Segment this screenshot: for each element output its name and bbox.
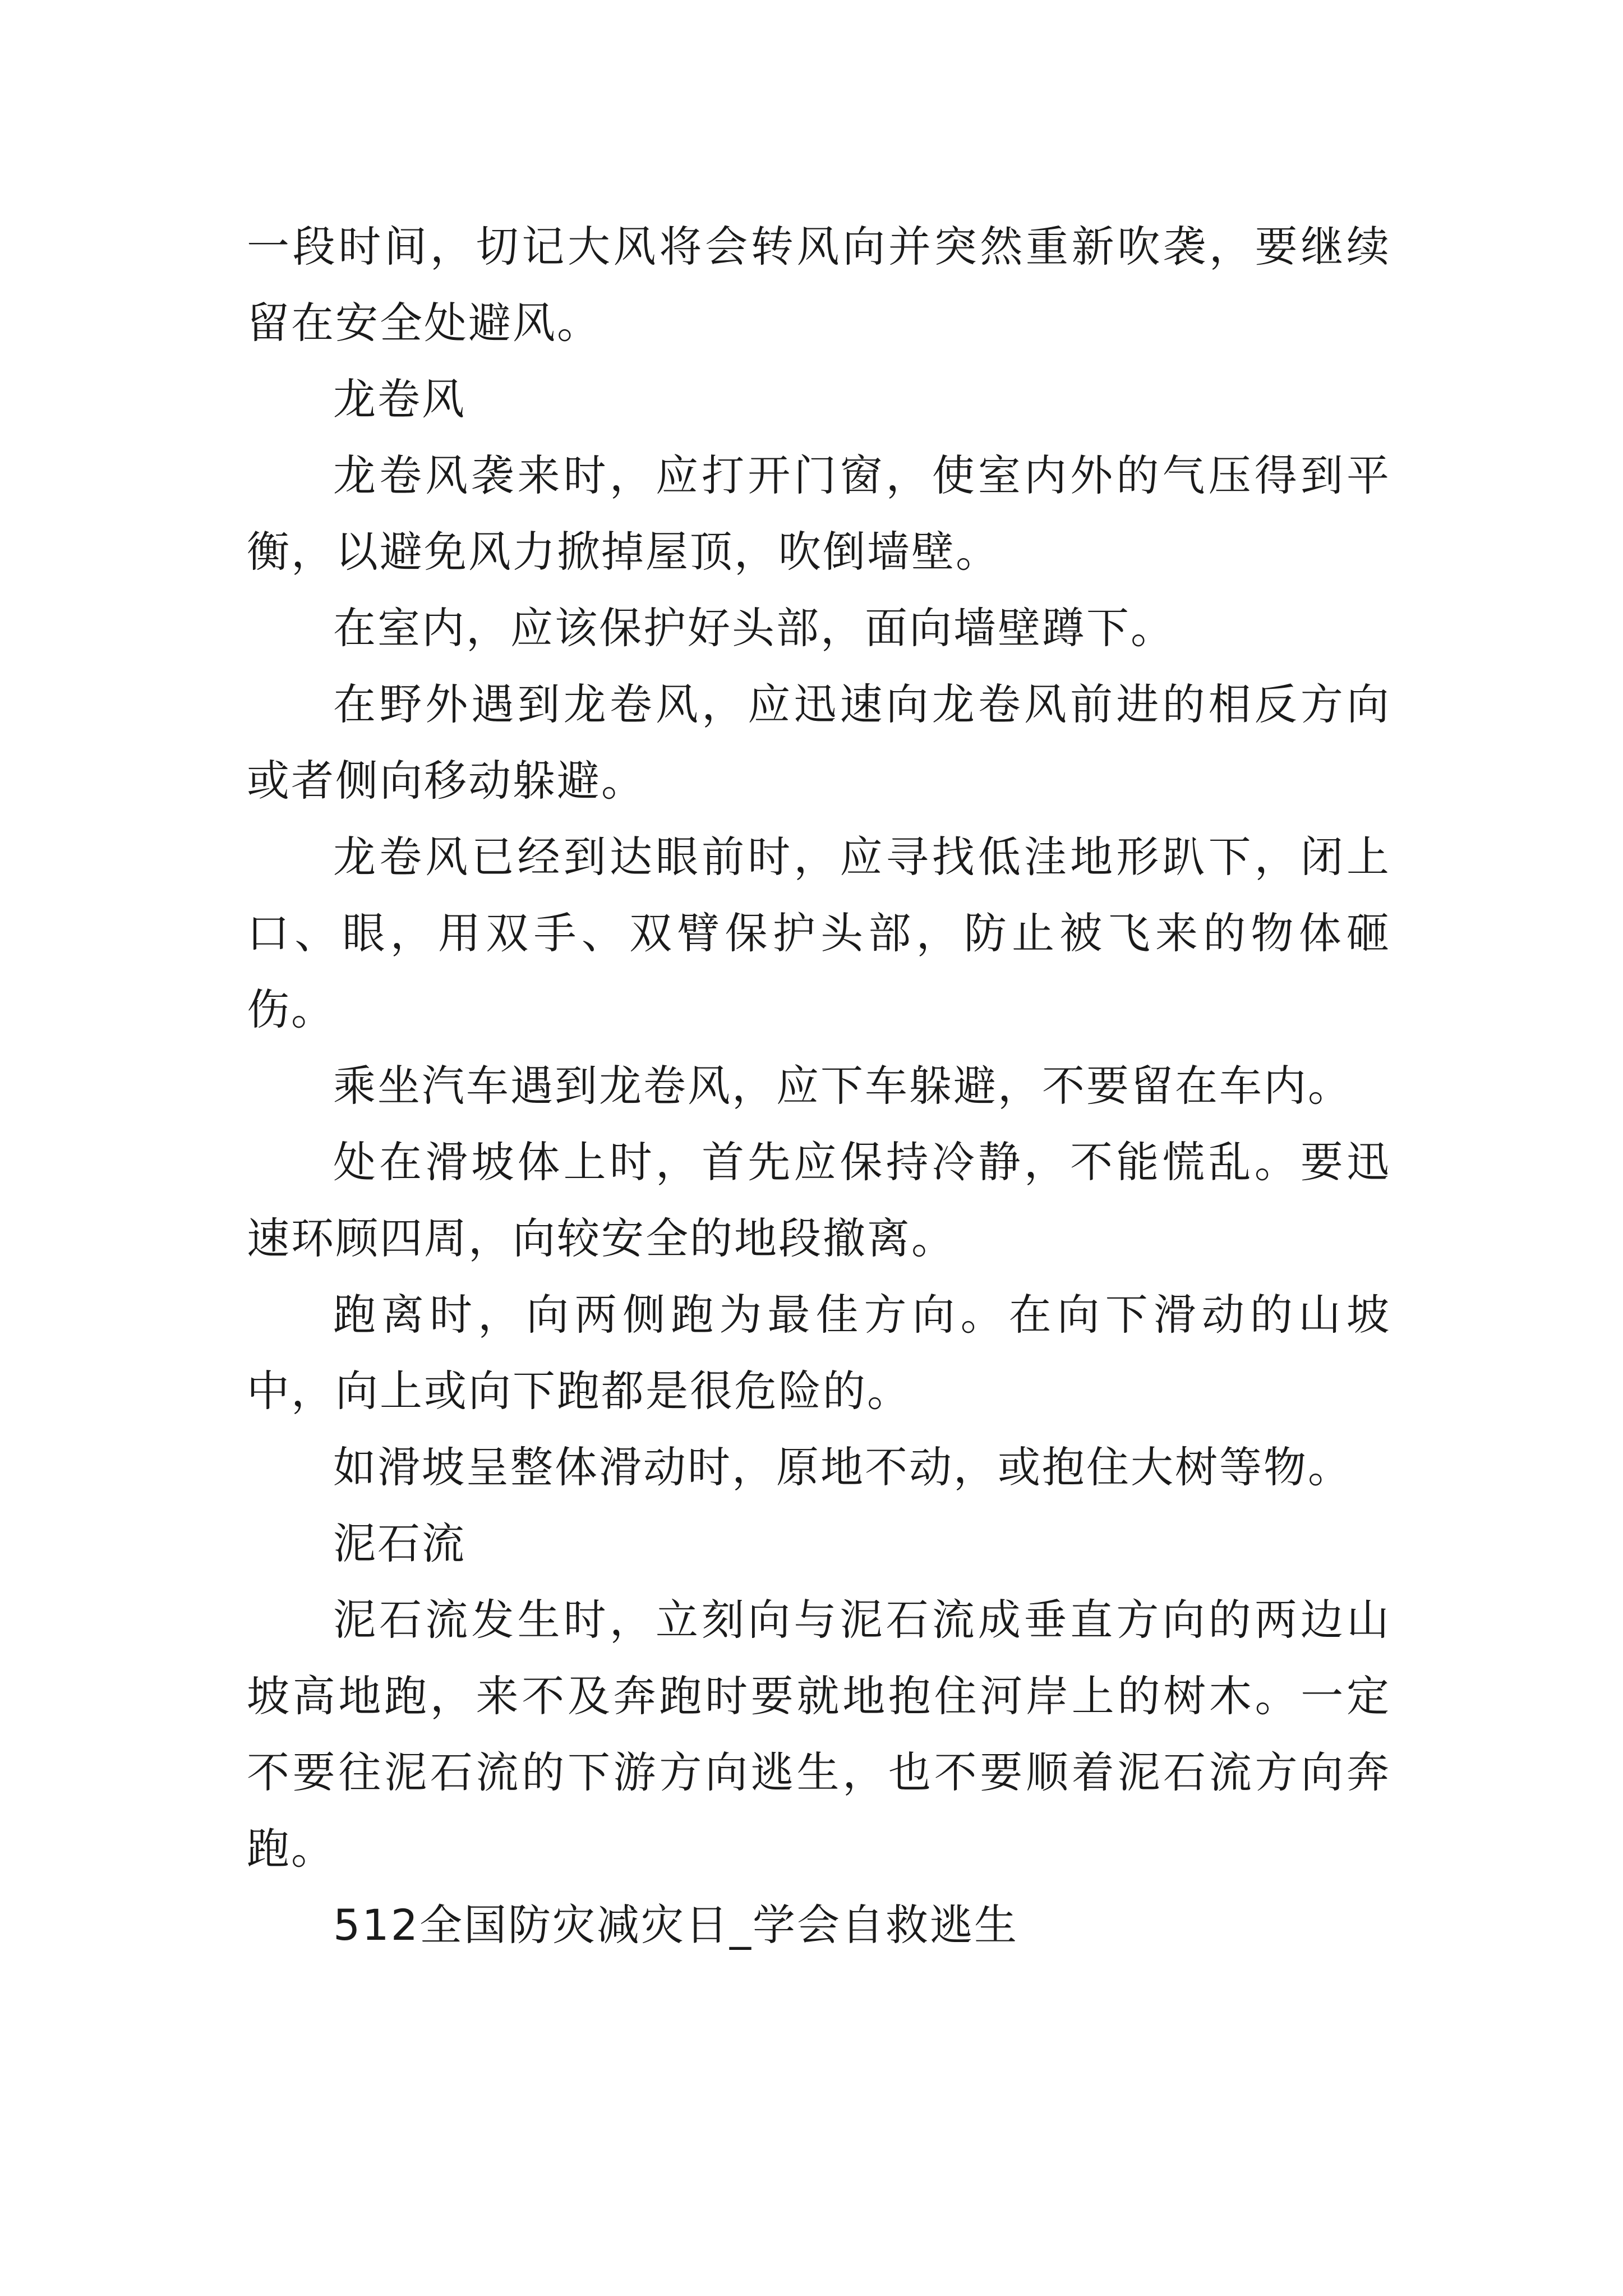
paragraph: 如滑坡呈整体滑动时，原地不动，或抱住大树等物。 [333,1442,1352,1492]
paragraph: 在野外遇到龙卷风，应迅速向龙卷风前进的相反方向或者侧向移动躲避。 [247,679,1391,806]
document-footer-title: 512全国防灾减灾日_学会自救逃生 [333,1900,1019,1950]
paragraph: 处在滑坡体上时，首先应保持冷静，不能慌乱。要迅速环顾四周，向较安全的地段撤离。 [247,1137,1391,1263]
paragraph-continuation: 一段时间，切记大风将会转风向并突然重新吹袭，要继续留在安全处避风。 [247,222,1391,348]
paragraph: 泥石流发生时，立刻向与泥石流成垂直方向的两边山坡高地跑，来不及奔跑时要就地抱住河岸上的树木。一定不要往泥石流的下游方向逃生，也不要顺着泥石流方向奔跑。 [247,1595,1391,1874]
paragraph: 乘坐汽车遇到龙卷风，应下车躲避，不要留在车内。 [333,1061,1352,1111]
paragraph: 龙卷风已经到达眼前时，应寻找低洼地形趴下，闭上口、眼，用双手、双臂保护头部，防止被飞来的物体砸伤。 [247,832,1391,1034]
section-heading-debris-flow: 泥石流 [333,1519,466,1568]
paragraph: 龙卷风袭来时，应打开门窗，使室内外的气压得到平衡，以避免风力掀掉屋顶，吹倒墙壁。 [247,450,1391,577]
section-heading-tornado: 龙卷风 [333,374,466,424]
paragraph: 在室内，应该保护好头部，面向墙壁蹲下。 [333,603,1175,653]
paragraph: 跑离时，向两侧跑为最佳方向。在向下滑动的山坡中，向上或向下跑都是很危险的。 [247,1290,1391,1416]
document-body [247,209,1391,1963]
